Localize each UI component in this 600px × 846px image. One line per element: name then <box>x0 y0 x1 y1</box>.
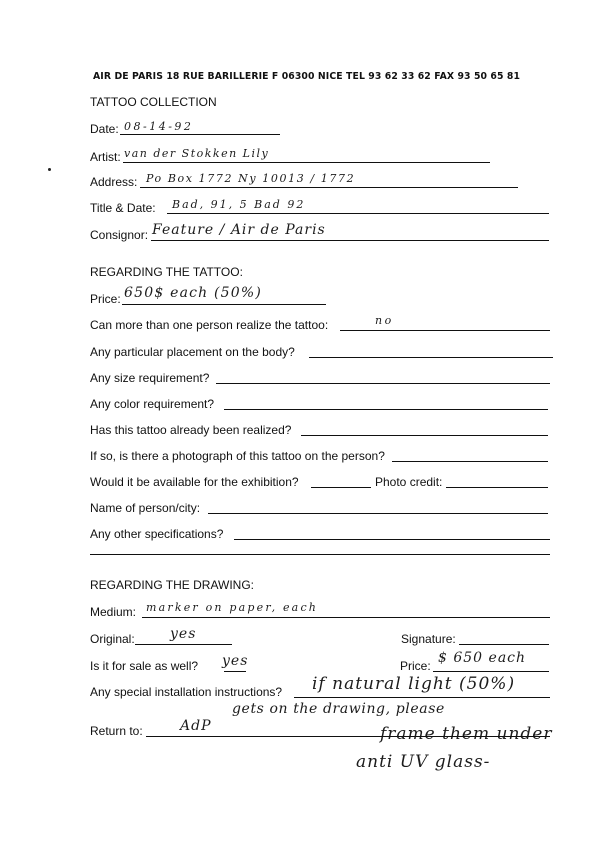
consignor-value[interactable]: Feature / Air de Paris <box>152 222 326 238</box>
address-value[interactable]: Po Box 1772 Ny 10013 / 1772 <box>146 172 356 185</box>
tattoo-price-line <box>122 304 326 305</box>
exhibition-label: Would it be available for the exhibition? <box>90 475 299 489</box>
for-sale-value[interactable]: yes <box>222 653 249 669</box>
original-line <box>135 644 232 645</box>
consignor-line <box>151 240 549 241</box>
date-label: Date: <box>90 122 119 136</box>
installation-line-3[interactable]: frame them under <box>380 724 553 744</box>
installation-line-4[interactable]: anti UV glass- <box>356 752 491 772</box>
installation-label: Any special installation instructions? <box>90 685 283 699</box>
installation-line-2[interactable]: gets on the drawing, please <box>232 701 445 717</box>
address-line <box>140 187 518 188</box>
original-value[interactable]: yes <box>170 626 197 642</box>
address-label: Address: <box>90 175 138 189</box>
exhibition-line <box>311 487 371 488</box>
other-specs-line-2 <box>90 554 550 555</box>
for-sale-line <box>224 671 246 672</box>
drawing-section-title: REGARDING THE DRAWING: <box>90 578 255 592</box>
return-to-line <box>146 736 550 737</box>
return-to-label: Return to: <box>90 724 143 738</box>
other-specs-label: Any other specifications? <box>90 527 224 541</box>
photograph-line <box>392 461 548 462</box>
title-date-line <box>167 213 549 214</box>
placement-label: Any particular placement on the body? <box>90 345 295 359</box>
other-specs-line <box>234 539 550 540</box>
medium-value[interactable]: marker on paper, each <box>146 601 319 614</box>
title-date-value[interactable]: Bad, 91, 5 Bad 92 <box>172 198 306 211</box>
for-sale-label: Is it for sale as well? <box>90 659 199 673</box>
medium-line <box>142 617 550 618</box>
size-label: Any size requirement? <box>90 371 210 385</box>
more-than-one-label: Can more than one person realize the tattoo: <box>90 318 329 332</box>
photograph-label: If so, is there a photograph of this tattoo on the person? <box>90 449 385 463</box>
color-label: Any color requirement? <box>90 397 215 411</box>
size-line <box>216 383 550 384</box>
drawing-price-value[interactable]: $ 650 each <box>438 650 527 666</box>
date-value[interactable]: 08-14-92 <box>124 120 194 133</box>
photo-credit-line <box>446 487 548 488</box>
medium-label: Medium: <box>90 605 137 619</box>
realized-label: Has this tattoo already been realized? <box>90 423 292 437</box>
color-line <box>224 409 548 410</box>
more-than-one-line <box>340 330 550 331</box>
drawing-price-label: Price: <box>400 659 431 673</box>
artist-value[interactable]: van der Stokken Lily <box>124 147 270 160</box>
tattoo-price-value[interactable]: 650$ each (50%) <box>124 285 263 301</box>
signature-label: Signature: <box>401 632 456 646</box>
artist-label: Artist: <box>90 150 121 164</box>
original-label: Original: <box>90 632 135 646</box>
tattoo-section-title: REGARDING THE TATTOO: <box>90 265 243 279</box>
signature-line <box>459 644 549 645</box>
consignor-label: Consignor: <box>90 228 149 242</box>
photo-credit-label: Photo credit: <box>375 475 443 489</box>
artist-line <box>123 162 490 163</box>
placement-line <box>309 357 553 358</box>
stray-mark <box>48 168 51 171</box>
collection-title: TATTOO COLLECTION <box>90 95 217 109</box>
installation-line-1[interactable]: if natural light (50%) <box>312 674 516 694</box>
installation-line <box>294 697 550 698</box>
tattoo-price-label: Price: <box>90 292 121 306</box>
more-than-one-value[interactable]: no <box>375 314 394 327</box>
return-to-value[interactable]: AdP <box>180 718 212 734</box>
drawing-price-line <box>433 671 549 672</box>
title-date-label: Title & Date: <box>90 201 156 215</box>
letterhead: AIR DE PARIS 18 RUE BARILLERIE F 06300 NICE TEL 93 62 33 62 FAX 93 50 65 81 <box>93 71 521 82</box>
date-line <box>120 134 280 135</box>
realized-line <box>301 435 548 436</box>
person-city-label: Name of person/city: <box>90 501 201 515</box>
person-city-line <box>208 513 548 514</box>
